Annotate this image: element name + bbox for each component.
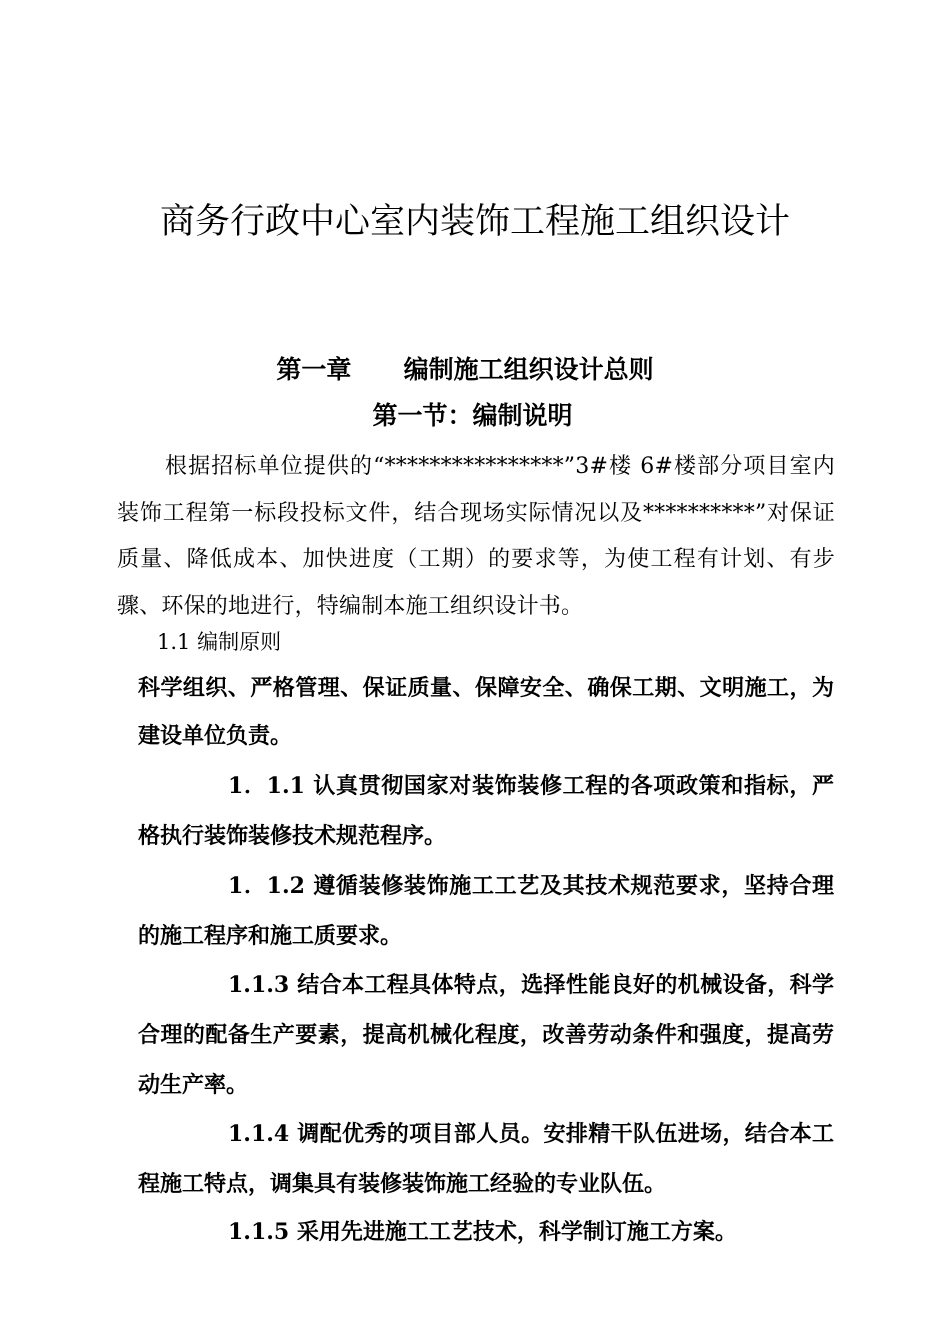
chapter-heading: 第一章 编制施工组织设计总则 (276, 355, 654, 384)
item-1-1-2: 1．1.2 遵循装修装饰施工工艺及其技术规范要求，坚持合理的施工程序和施工质要求。 (138, 873, 834, 949)
principle-paragraph: 科学组织、严格管理、保证质量、保障安全、确保工期、文明施工，为建设单位负责。 (138, 675, 834, 749)
item-1-1-3: 1.1.3 结合本工程具体特点，选择性能良好的机械设备，科学合理的配备生产要素，提高机械化程度，改善劳动条件和强度，提高劳动生产率。 (138, 972, 834, 1098)
item-1-1-5: 1.1.5 采用先进施工工艺技术，科学制订施工方案。 (228, 1219, 737, 1245)
item-1-1-4: 1.1.4 调配优秀的项目部人员。安排精干队伍进场，结合本工程施工特点，调集具有装修装饰施工经验的专业队伍。 (138, 1121, 834, 1197)
item-1-1-1: 1．1.1 认真贯彻国家对装饰装修工程的各项政策和指标，严格执行装饰装修技术规范程序。 (138, 773, 834, 849)
intro-paragraph: 根据招标单位提供的“****************”3#楼 6#楼部分项目室内装饰工程第一标段投标文件，结合现场实际情况以及**********”对保证质量、降低成本、加快进度（工期）的要求等，为使工程有计划、有步骤、环保的地进行，特编制本施工组织设计书。 (117, 454, 835, 619)
section-heading: 第一节：编制说明 (372, 401, 573, 430)
document-title: 商务行政中心室内装饰工程施工组织设计 (159, 202, 790, 242)
subheading-compilation-principles: 1.1 编制原则 (157, 630, 282, 654)
